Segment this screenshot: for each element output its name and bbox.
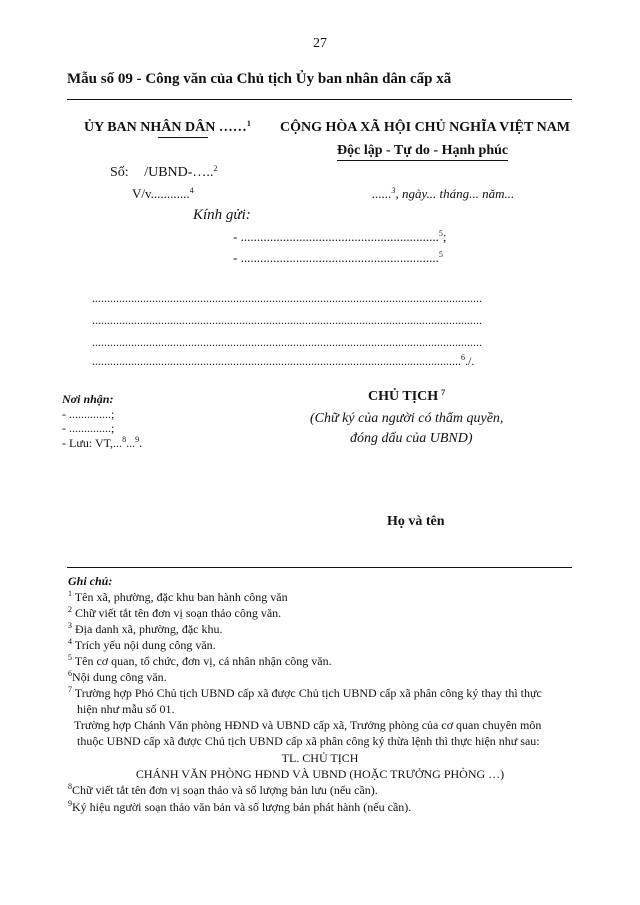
footnote [68, 800, 411, 815]
footnote-text: Địa danh xã, phường, đặc khu. [75, 622, 223, 636]
motto: Độc lập - Tự do - Hạnh phúc [337, 143, 509, 158]
place-note: 3 [391, 186, 396, 195]
tl-line: CHÁNH VĂN PHÒNG HĐND VÀ UBND (HOẶC TRƯỞNG PHÒNG …) [135, 767, 505, 781]
footnote-number: 6 [68, 669, 72, 678]
issuer-text: ỦY BAN NHÂN DÂN …… [84, 120, 247, 135]
archive-note-9: 9 [135, 435, 140, 444]
doc-number-value: /UBND-….. [144, 165, 214, 180]
notes-title: Ghi chú: [68, 574, 113, 588]
motto-underline [337, 160, 508, 161]
signer-name: Họ và tên [387, 514, 445, 529]
page-number: 27 [313, 36, 327, 51]
recipient-line [233, 250, 443, 266]
archive-mid: ... [126, 436, 136, 450]
footnote-number: 7 [68, 685, 72, 694]
issuer-note: 1 [246, 119, 251, 128]
recipient-note: 5 [438, 229, 443, 238]
footnote [68, 783, 378, 798]
form-title: Mẫu số 09 - Công văn của Chủ tịch Ủy ban nhân dân cấp xã [67, 71, 452, 87]
recipient-tail: ; [442, 229, 447, 244]
body-line: .................................................................................................................................. [92, 335, 482, 349]
footnote [68, 670, 167, 685]
footnote-text: Tên cơ quan, tổ chức, đơn vị, cá nhân nhận công văn. [74, 654, 332, 668]
footnote-text: Chữ viết tắt tên đơn vị soạn thảo công văn. [75, 606, 282, 620]
body-last-dots: ........................................................................................................................... [92, 354, 461, 368]
footnote [68, 590, 288, 605]
recipient-note: 5 [438, 250, 443, 259]
footnote-number: 3 [68, 621, 72, 630]
notes-rule [67, 567, 572, 568]
footnote-number: 5 [68, 653, 72, 662]
footnote-number: 9 [68, 799, 72, 808]
footnote-number: 8 [68, 782, 72, 791]
date-text: , ngày... tháng... năm... [395, 186, 515, 201]
archive-prefix: - Lưu: VT,... [62, 436, 123, 450]
footnote-text: Tên xã, phường, đặc khu ban hành công văn [74, 590, 288, 604]
receiver-item: - ..............; [62, 407, 115, 421]
doc-number-note: 2 [213, 164, 218, 173]
body-line [92, 354, 474, 369]
footnote-text: Ký hiệu người soạn thảo văn bản và số lượng bản phát hành (nếu cần). [72, 800, 412, 814]
notes-paragraph: Trường hợp Chánh Văn phòng HĐND và UBND cấp xã, Trưởng phòng của cơ quan chuyên môn [74, 718, 542, 732]
tl-line: TL. CHỦ TỊCH [281, 751, 359, 765]
footnote [68, 654, 332, 669]
subject-text: V/v............ [132, 186, 190, 201]
country-name: CỘNG HÒA XÃ HỘI CHỦ NGHĨA VIỆT NAM [280, 120, 571, 135]
receiver-item: - ..............; [62, 421, 115, 435]
footnote-text: Chữ viết tắt tên đơn vị soạn thảo và số lượng bản lưu (nếu cần). [72, 783, 378, 797]
footnote [68, 622, 222, 637]
footnote-number: 1 [68, 589, 72, 598]
receivers-title: Nơi nhận: [62, 392, 114, 406]
signature-title-text: CHỦ TỊCH [368, 389, 439, 404]
body-note: 6 [461, 353, 465, 362]
subject-note: 4 [189, 186, 194, 195]
recipients-header: Kính gửi: [193, 207, 251, 223]
body-line: .................................................................................................................................. [92, 313, 482, 327]
footnote-number: 2 [68, 605, 72, 614]
footnote-number: 4 [68, 637, 72, 646]
footnote [68, 606, 281, 621]
footnote-continuation: hiện như mẫu số 01. [77, 702, 175, 716]
issuer [84, 120, 251, 136]
signature-note-line: đóng dấu của UBND) [350, 431, 473, 446]
issuer-underline [158, 137, 208, 138]
signature-note: 7 [441, 388, 446, 397]
footnote-text: Trường hợp Phó Chủ tịch UBND cấp xã được Chủ tịch UBND cấp xã phân công ký thay thì thực [74, 686, 542, 700]
recipient-text: - ............................................................. [233, 250, 439, 265]
doc-number-label: Số: [110, 165, 129, 180]
title-rule [67, 99, 572, 100]
signature-title [368, 389, 445, 405]
place-date [372, 186, 514, 202]
recipient-text: - ............................................................. [233, 229, 439, 244]
body-line: .................................................................................................................................. [92, 291, 482, 305]
archive-tail: . [139, 436, 143, 450]
footnote-text: Nội dung công văn. [72, 670, 167, 684]
body-end: ./. [465, 354, 475, 368]
footnote [68, 686, 542, 701]
recipient-line [233, 229, 446, 245]
footnote [68, 638, 216, 653]
signature-note-line: (Chữ ký của người có thẩm quyền, [310, 411, 504, 426]
subject-line [132, 186, 194, 202]
archive-note-8: 8 [122, 435, 127, 444]
doc-number [110, 165, 217, 181]
receiver-archive [62, 436, 142, 451]
place-text: ...... [372, 186, 392, 201]
footnote-text: Trích yếu nội dung công văn. [74, 638, 216, 652]
notes-paragraph: thuộc UBND cấp xã được Chủ tịch UBND cấp xã phân công ký thừa lệnh thì thực hiện như sau: [77, 734, 540, 748]
